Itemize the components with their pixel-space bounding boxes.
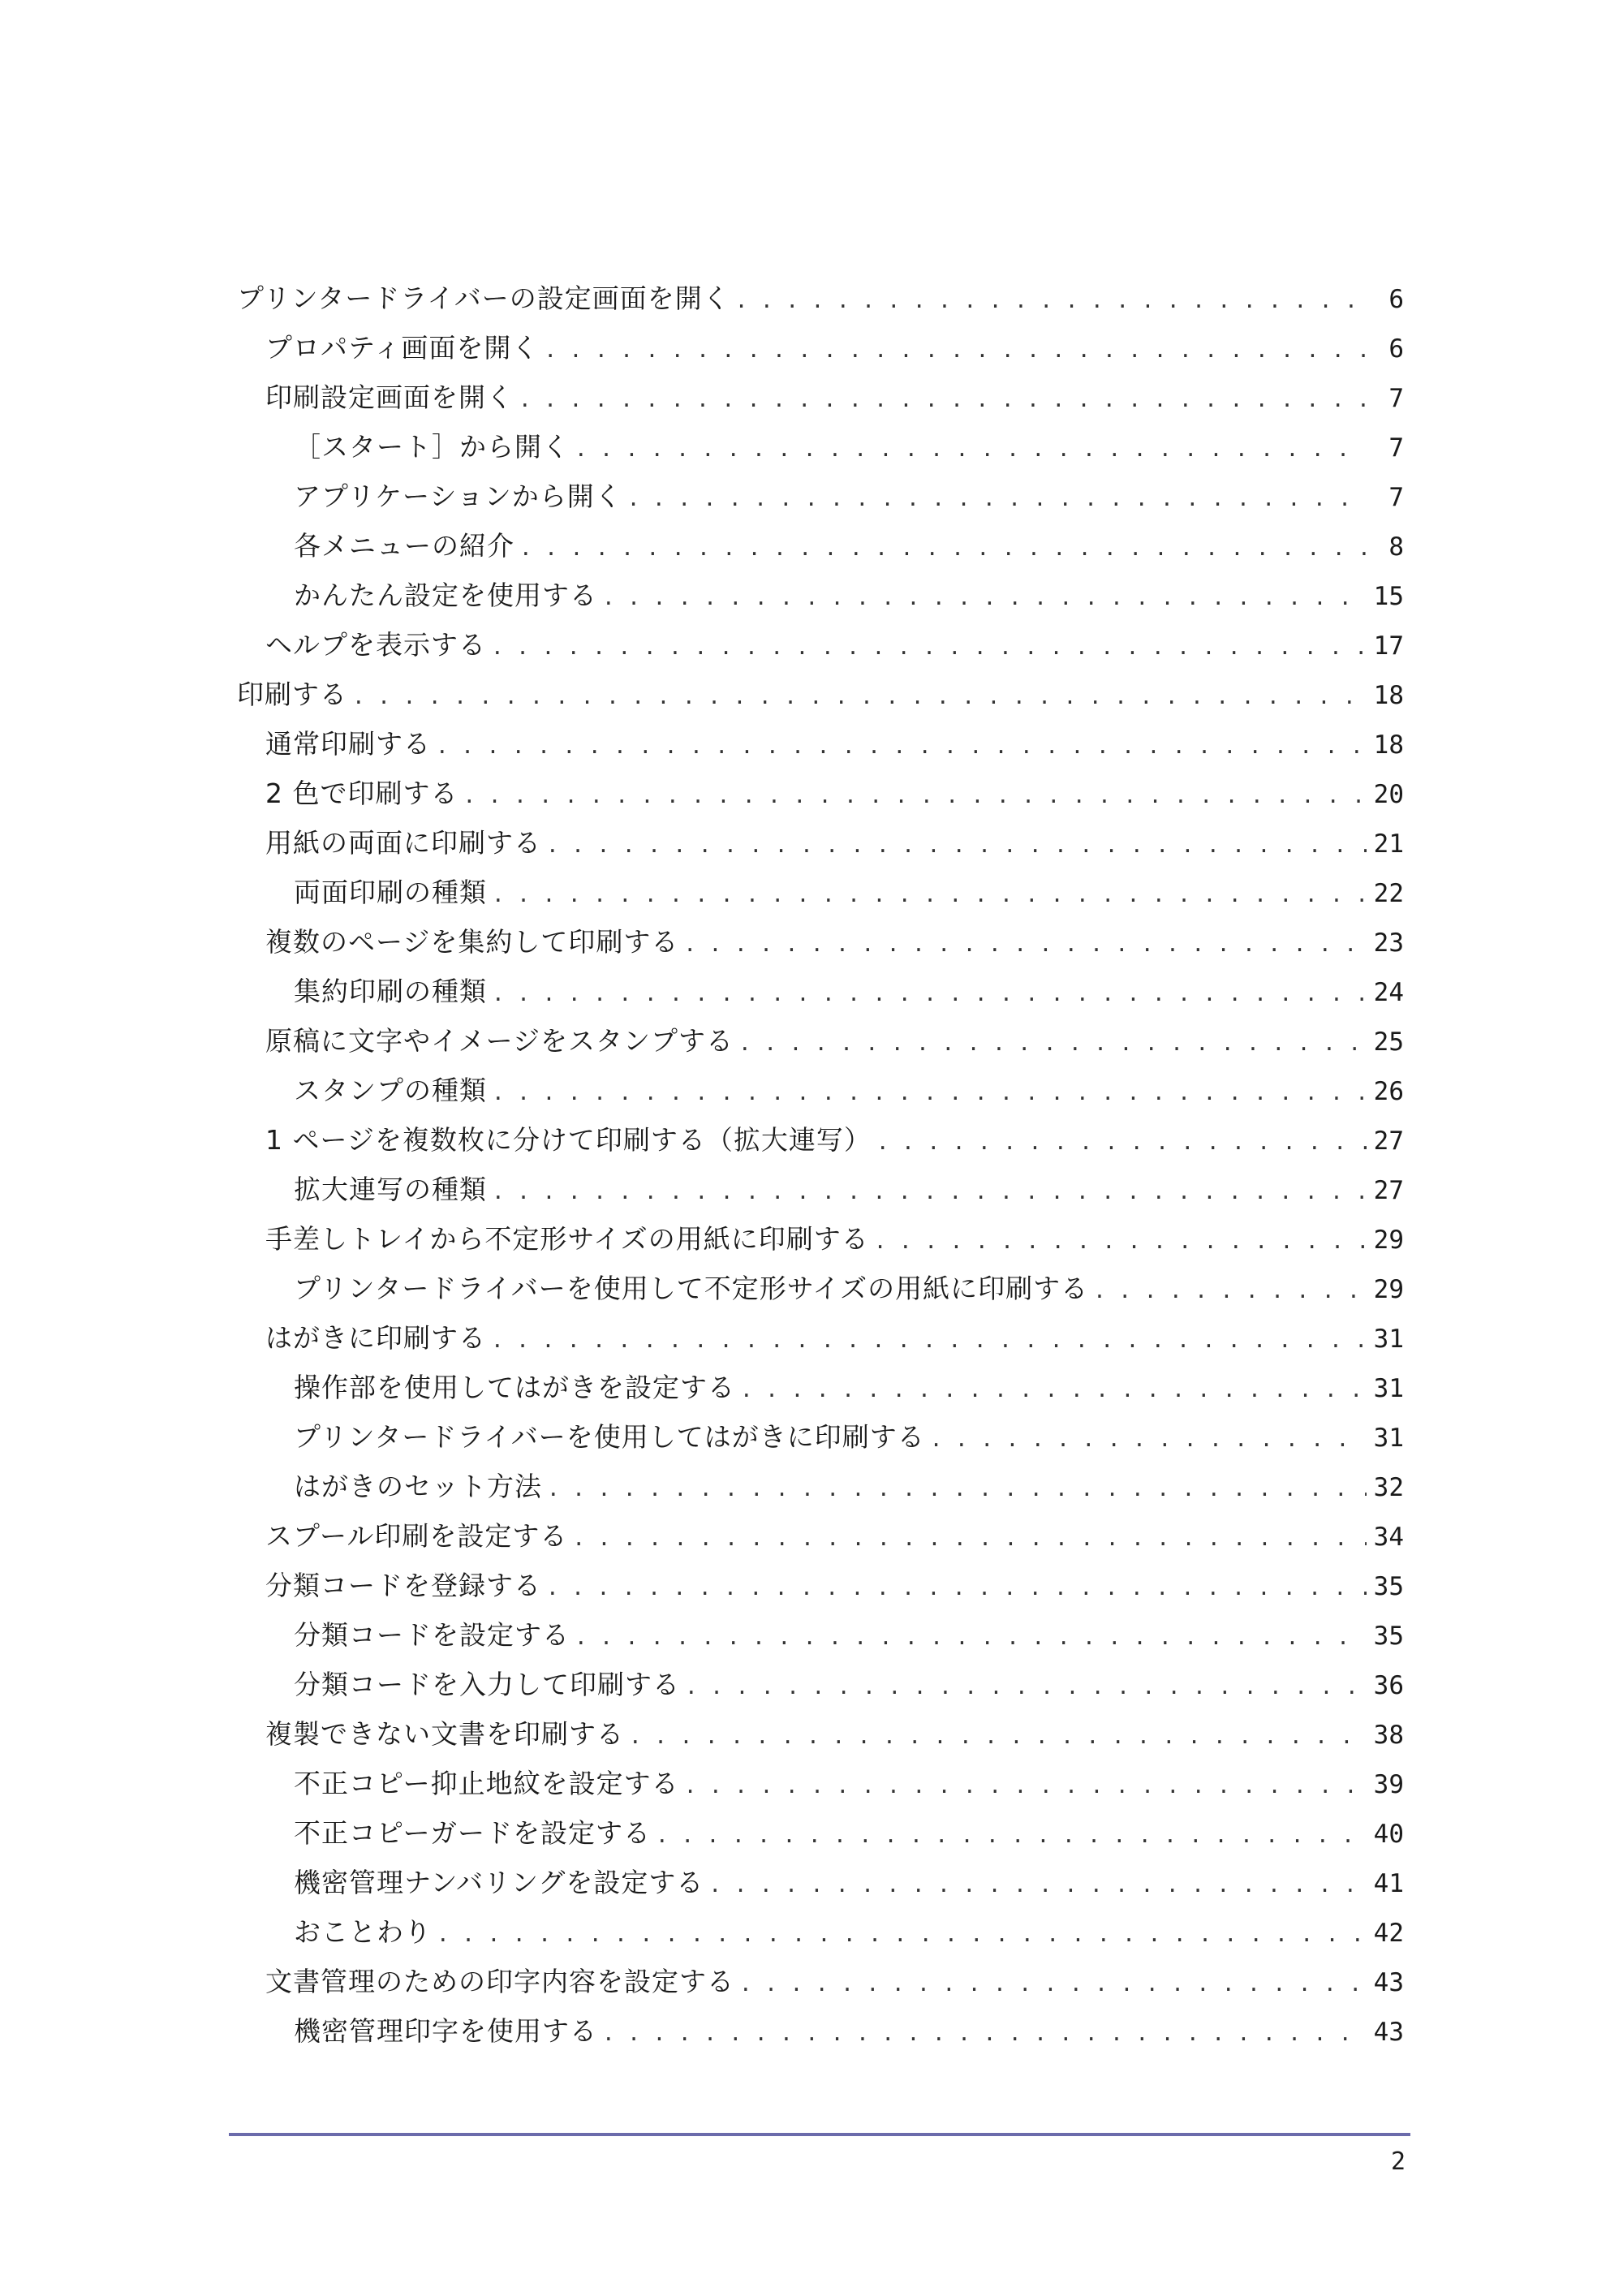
toc-entry[interactable] [237, 1957, 1404, 2006]
toc-entry[interactable] [237, 521, 1404, 571]
toc-entry-page: 7 [1388, 433, 1404, 463]
toc-leader-dots [740, 1366, 1367, 1415]
toc-entry[interactable] [237, 1808, 1404, 1858]
toc-leader-dots [656, 1811, 1367, 1861]
toc-entry-page: 7 [1388, 384, 1404, 413]
toc-entry-page: 31 [1373, 1325, 1404, 1354]
toc-entry-title: はがきに印刷する [265, 1322, 486, 1354]
toc-entry[interactable] [237, 1066, 1404, 1115]
toc-entry-page: 22 [1373, 879, 1404, 908]
toc-entry-page: 38 [1373, 1721, 1404, 1750]
toc-entry-title: 2 色で印刷する [265, 778, 458, 809]
toc-leader-dots [572, 1514, 1367, 1564]
toc-leader-dots [629, 1712, 1367, 1762]
toc-entry-title: プロパティ画面を開く [265, 332, 540, 364]
toc-entry-title: 拡大連写の種類 [294, 1174, 487, 1205]
toc-entry[interactable] [237, 1759, 1404, 1808]
toc-entry[interactable] [237, 670, 1404, 719]
toc-leader-dots [492, 1069, 1367, 1118]
toc-entry[interactable] [237, 274, 1404, 323]
toc-entry[interactable] [237, 1610, 1404, 1660]
toc-entry[interactable] [237, 818, 1404, 868]
toc-leader-dots [436, 722, 1367, 772]
toc-entry[interactable] [237, 917, 1404, 967]
toc-entry-page: 40 [1373, 1820, 1404, 1849]
toc-entry-page: 18 [1373, 681, 1404, 710]
toc-leader-dots [544, 326, 1367, 376]
toc-entry-page: 29 [1373, 1226, 1404, 1255]
toc-entry-title: 不正コピー抑止地紋を設定する [294, 1768, 679, 1799]
toc-entry-page: 15 [1373, 582, 1404, 611]
toc-entry-title: 分類コードを設定する [294, 1619, 570, 1651]
toc-entry-page: 26 [1373, 1077, 1404, 1106]
toc-entry[interactable] [237, 868, 1404, 917]
toc-entry[interactable] [237, 1016, 1404, 1066]
toc-entry[interactable] [237, 571, 1404, 620]
toc-leader-dots [491, 623, 1367, 673]
toc-entry-title: スタンプの種類 [294, 1075, 487, 1106]
toc-entry-page: 32 [1373, 1473, 1404, 1502]
toc-leader-dots [874, 1217, 1367, 1267]
toc-leader-dots [602, 2010, 1367, 2059]
toc-entry-page: 27 [1373, 1176, 1404, 1205]
toc-leader-dots [491, 1316, 1367, 1366]
toc-leader-dots [519, 524, 1367, 574]
toc-entry-page: 36 [1373, 1671, 1404, 1700]
toc-entry-title: 分類コードを入力して印刷する [294, 1669, 680, 1700]
toc-entry-title: 通常印刷する [265, 728, 431, 760]
toc-leader-dots [437, 1910, 1367, 1960]
toc-entry[interactable] [237, 1709, 1404, 1759]
toc-leader-dots [738, 1019, 1367, 1069]
toc-entry-page: 8 [1388, 532, 1404, 562]
toc-entry-title: 印刷する [237, 678, 347, 710]
toc-entry-title: かんたん設定を使用する [294, 579, 597, 611]
toc-leader-dots [492, 970, 1367, 1019]
toc-entry[interactable] [237, 1313, 1404, 1363]
toc-entry-title: はがきのセット方法 [294, 1471, 542, 1502]
toc-entry-page: 43 [1373, 2018, 1404, 2047]
toc-entry-page: 35 [1373, 1622, 1404, 1651]
toc-entry[interactable] [237, 373, 1404, 422]
toc-entry-title: 操作部を使用してはがきを設定する [294, 1372, 735, 1403]
toc-entry-page: 31 [1373, 1374, 1404, 1403]
toc-entry[interactable] [237, 422, 1404, 472]
toc-entry[interactable] [237, 323, 1404, 373]
toc-entry[interactable] [237, 1363, 1404, 1412]
toc-entry-title: プリンタードライバーを使用して不定形サイズの用紙に印刷する [294, 1273, 1089, 1304]
toc-entry-page: 41 [1373, 1869, 1404, 1898]
toc-leader-dots [546, 1564, 1367, 1613]
toc-leader-dots [735, 277, 1367, 326]
toc-entry-title: ヘルプを表示する [265, 629, 486, 661]
toc-entry-title: 1 ページを複数枚に分けて印刷する（拡大連写） [265, 1124, 872, 1156]
toc-leader-dots [739, 1960, 1367, 2010]
toc-entry[interactable] [237, 1412, 1404, 1462]
toc-entry-title: 機密管理ナンバリングを設定する [294, 1867, 704, 1898]
toc-entry[interactable] [237, 1462, 1404, 1511]
toc-entry-page: 18 [1373, 730, 1404, 760]
toc-entry[interactable] [237, 1115, 1404, 1165]
toc-leader-dots [519, 376, 1367, 425]
toc-leader-dots [547, 1465, 1367, 1514]
toc-entry-title: プリンタードライバーの設定画面を開く [237, 282, 730, 314]
toc-entry-page: 27 [1373, 1126, 1404, 1156]
toc-leader-dots [463, 772, 1367, 821]
toc-leader-dots [492, 871, 1367, 920]
toc-entry-page: 6 [1388, 334, 1404, 364]
toc-entry-page: 6 [1388, 285, 1404, 314]
toc-entry[interactable] [237, 1165, 1404, 1214]
toc-entry[interactable] [237, 967, 1404, 1016]
toc-entry-title: プリンタードライバーを使用してはがきに印刷する [294, 1421, 925, 1453]
toc-entry-title: アプリケーションから開く [294, 480, 622, 512]
toc-entry[interactable] [237, 1214, 1404, 1264]
toc-entry-title: 複数のページを集約して印刷する [265, 926, 679, 958]
toc-entry-title: スプール印刷を設定する [265, 1520, 568, 1552]
toc-entry-title: 用紙の両面に印刷する [265, 827, 541, 859]
toc-entry[interactable] [237, 472, 1404, 521]
toc-entry-title: 文書管理のための印字内容を設定する [265, 1966, 734, 1997]
toc-leader-dots [1093, 1267, 1367, 1316]
toc-leader-dots [684, 1762, 1367, 1811]
toc-entry-title: ［スタート］から開く [294, 431, 570, 463]
toc-leader-dots [546, 821, 1367, 871]
toc-leader-dots [876, 1118, 1367, 1168]
toc-entry-title: 不正コピーガードを設定する [294, 1817, 652, 1849]
toc-leader-dots [685, 1663, 1367, 1712]
toc-entry-page: 24 [1373, 978, 1404, 1007]
toc-entry-page: 35 [1373, 1572, 1404, 1601]
toc-leader-dots [708, 1861, 1367, 1910]
page-number: 2 [1390, 2147, 1406, 2176]
toc-entry[interactable] [237, 1907, 1404, 1957]
toc-entry-title: 複製できない文書を印刷する [265, 1718, 624, 1750]
toc-entry-title: 分類コードを登録する [265, 1570, 541, 1601]
toc-leader-dots [683, 920, 1367, 970]
toc-entry[interactable] [237, 620, 1404, 670]
footer-divider [229, 2133, 1410, 2136]
toc-leader-dots [575, 1613, 1367, 1663]
toc-leader-dots [602, 574, 1367, 623]
toc-entry-page: 34 [1373, 1523, 1404, 1552]
toc-leader-dots [575, 425, 1367, 475]
toc-entry-title: おことわり [294, 1916, 432, 1948]
toc-entry-page: 42 [1373, 1919, 1404, 1948]
toc-entry-page: 43 [1373, 1968, 1404, 1997]
toc-entry[interactable] [237, 1561, 1404, 1610]
toc-leader-dots [492, 1168, 1367, 1217]
toc-entry-page: 31 [1373, 1424, 1404, 1453]
toc-entry-page: 20 [1373, 780, 1404, 809]
toc-entry[interactable] [237, 1511, 1404, 1561]
toc-entry-page: 25 [1373, 1027, 1404, 1057]
toc-entry-title: 両面印刷の種類 [294, 877, 487, 908]
toc-entry[interactable] [237, 769, 1404, 818]
toc-entry-title: 印刷設定画面を開く [265, 381, 514, 413]
table-of-contents [237, 274, 1404, 2056]
toc-entry-title: 原稿に文字やイメージをスタンプする [265, 1025, 734, 1057]
toc-entry-title: 各メニューの紹介 [294, 530, 514, 562]
toc-entry-title: 手差しトレイから不定形サイズの用紙に印刷する [265, 1223, 869, 1255]
toc-entry[interactable] [237, 719, 1404, 769]
toc-leader-dots [352, 673, 1367, 722]
toc-entry-title: 集約印刷の種類 [294, 976, 487, 1007]
toc-entry[interactable] [237, 1858, 1404, 1907]
toc-leader-dots [627, 475, 1367, 524]
toc-entry-page: 29 [1373, 1275, 1404, 1304]
toc-entry[interactable] [237, 2006, 1404, 2056]
toc-entry-page: 21 [1373, 829, 1404, 859]
toc-entry-page: 23 [1373, 928, 1404, 958]
toc-entry-page: 39 [1373, 1770, 1404, 1799]
toc-entry-page: 17 [1373, 631, 1404, 661]
toc-leader-dots [930, 1415, 1367, 1465]
toc-entry[interactable] [237, 1264, 1404, 1313]
toc-entry-title: 機密管理印字を使用する [294, 2015, 597, 2047]
toc-entry[interactable] [237, 1660, 1404, 1709]
toc-entry-page: 7 [1388, 483, 1404, 512]
